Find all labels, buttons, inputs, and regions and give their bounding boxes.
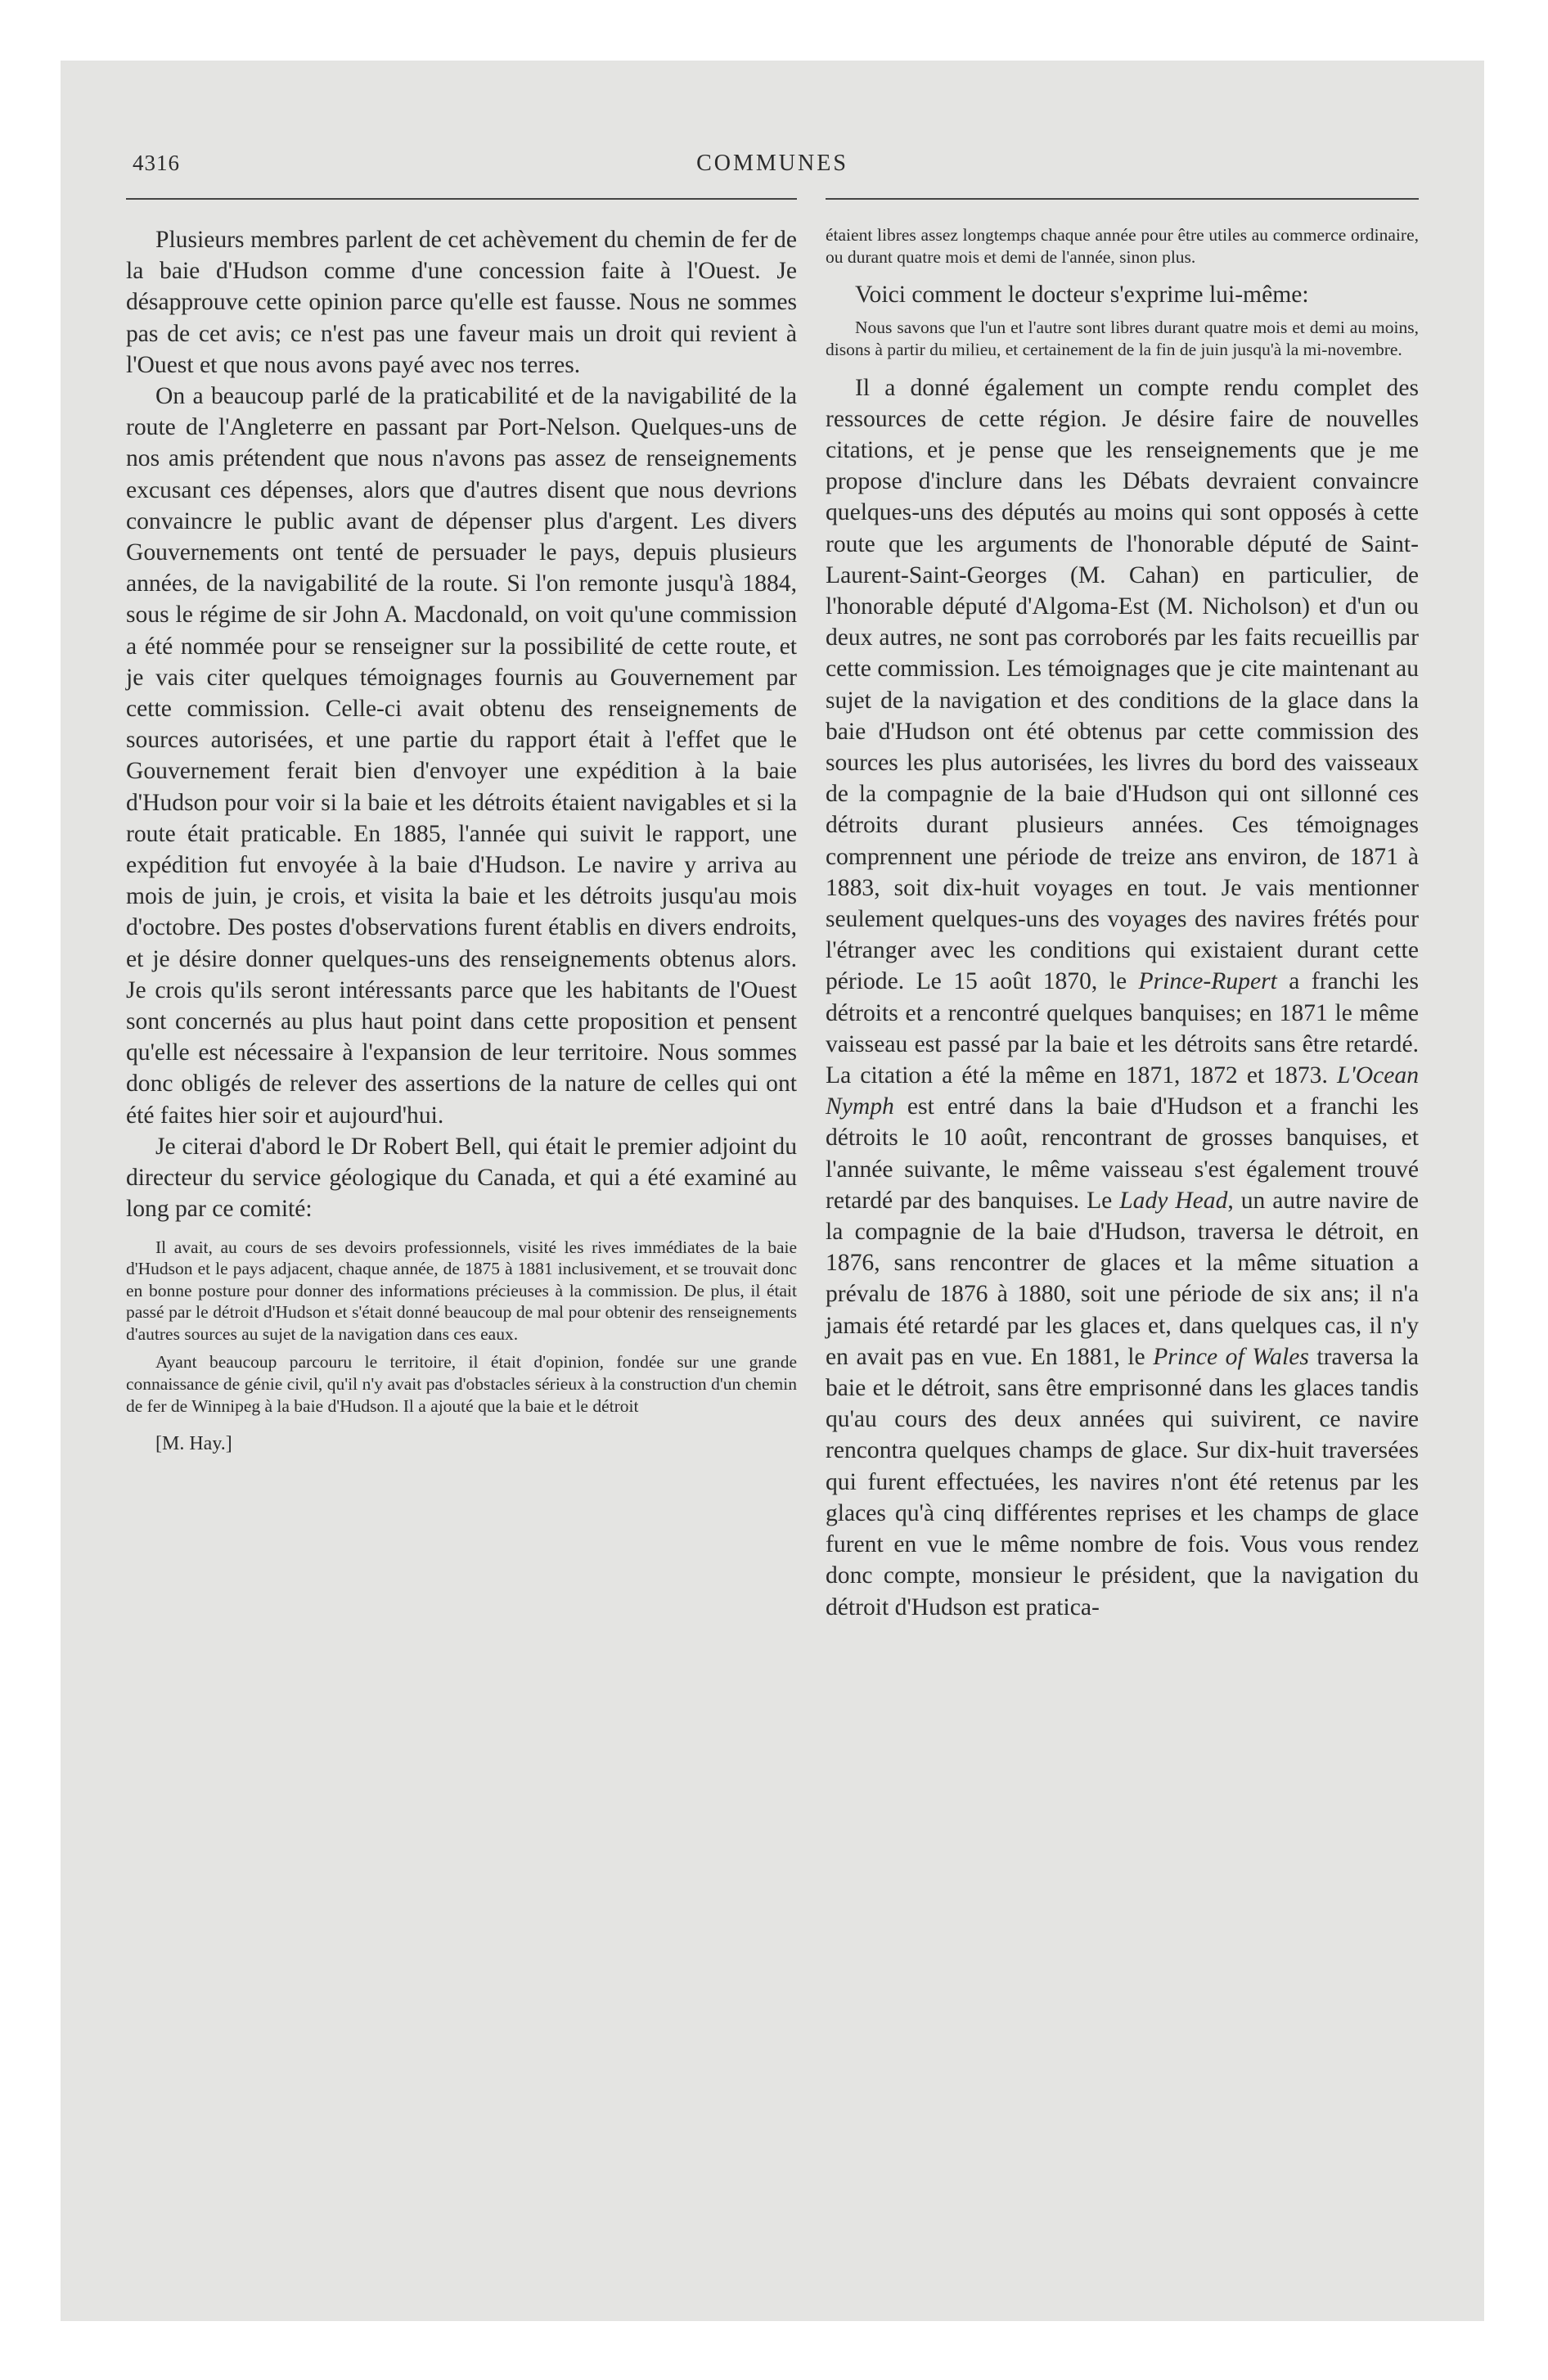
page-number: 4316	[133, 151, 180, 175]
text-run: a franchi les détroits et a rencontré quelques banquises; en 1871 le même vaisseau est passé par la baie et les détroits sans être retardé. La citation a été la même en 1871, 1872 et 1873.	[826, 968, 1419, 1089]
paragraph: Voici comment le docteur s'exprime lui-même:	[855, 282, 1309, 309]
ship-name: Lady Head	[1119, 1187, 1228, 1214]
header-rule-right	[826, 198, 1419, 200]
paragraph: Plusieurs membres parlent de cet achèvement du chemin de fer de la baie d'Hudson comme d'une concession faite à l'Ouest. Je désapprouve cette opinion parce qu'elle est fausse. Nous ne sommes pas de cet avis; ce n'est pas une faveur mais un droit qui revient à l'Ouest et que nous avons payé avec nos terres.	[126, 227, 797, 378]
ship-name: Prince-Rupert	[1138, 968, 1277, 995]
block-quote: Ayant beaucoup parcouru le territoire, il était d'opinion, fondée sur une grande connaissance de génie civil, qu'il n'y avait pas d'obstacles sérieux à la construction d'un chemin de fer de Winnipeg à la baie d'Hudson. Il a ajouté que la baie et le détroit	[126, 1352, 797, 1416]
left-column	[126, 224, 797, 1456]
text-run: , un autre navire de la compagnie de la baie d'Hudson, traversa le détroit, en 1876, sans rencontrer de glaces et la même situation a prévalu de 1876 à 1880, soit une période de six ans; il n'a jamais été retardé par les glaces et, dans quelques cas, il n'y en avait pas en vue. En 1881, le	[826, 1187, 1420, 1370]
ship-name: Prince of Wales	[1153, 1343, 1309, 1370]
paragraph	[826, 372, 1419, 1623]
text-run: traversa la baie et le détroit, sans être emprisonné dans les glaces tandis qu'au cours des deux années qui suivirent, ce navire rencontra quelques champs de glace. Sur dix-huit traversées qui furent effectuées, les navires n'ont été retenus par les glaces qu'à cinq différentes reprises et les champs de glace furent en vue le même nombre de fois. Vous vous rendez donc compte, monsieur le président, que la navigation du détroit d'Hudson est pratica-	[826, 1343, 1419, 1620]
block-quote: Nous savons que l'un et l'autre sont libres durant quatre mois et demi au moins, disons à partir du milieu, et certainement de la fin de juin jusqu'à la mi-novembre.	[826, 318, 1419, 359]
right-column	[826, 224, 1419, 1623]
text-run: Il a donné également un compte rendu complet des ressources de cette région. Je désire faire de nouvelles citations, et je pense que les renseignements que je me propose d'inclure dans les Débats devraient convaincre quelques-uns des députés au moins qui sont opposés à cette route que les arguments de l'honorable député de Saint-Laurent-Saint-Georges (M. Cahan) en particulier, de l'honorable député d'Algoma-Est (M. Nicholson) et d'un ou deux autres, ne sont pas corroborés par les faits recueillis par cette commission. Les témoignages que je cite maintenant au sujet de la navigation et des conditions de la glace dans la baie d'Hudson ont été obtenus par cette commission des sources les plus autorisées, les livres du bord des vaisseaux de la compagnie de la baie d'Hudson qui ont sillonné ces détroits durant plusieurs années. Ces témoignages comprennent une période de treize ans environ, de 1871 à 1883, soit dix-huit voyages en tout. Je vais mentionner seulement quelques-uns des voyages des navires frétés pour l'étranger avec les conditions qui existaient durant cette période. Le 15 août 1870, le	[826, 374, 1419, 995]
paragraph: Je citerai d'abord le Dr Robert Bell, qui était le premier adjoint du directeur du service géologique du Canada, et qui a été examiné au long par ce comité:	[126, 1133, 797, 1223]
ship-name: L'Ocean Nymph	[826, 1062, 1419, 1120]
text-run: est entré dans la baie d'Hudson et a franchi les détroits le 10 août, rencontrant de grosses banquises, et l'année suivante, le même vaisseau s'est également trouvé retardé par des banquises. Le	[826, 1093, 1419, 1214]
speaker-attribution: [M. Hay.]	[155, 1433, 232, 1455]
paragraph: On a beaucoup parlé de la praticabilité et de la navigabilité de la route de l'Angleterre en passant par Port-Nelson. Quelques-uns de nos amis prétendent que nous n'avons pas assez de renseignements excusant ces dépenses, alors que d'autres disent que nous devrions convaincre le public avant de dépenser plus d'argent. Les divers Gouvernements ont tenté de persuader le pays, depuis plusieurs années, de la navigabilité de la route. Si l'on remonte jusqu'à 1884, sous le régime de sir John A. Macdonald, on voit qu'une commission a été nommée pour se renseigner sur la possibilité de cette route, et je vais citer quelques témoignages fournis au Gouvernement par cette commission. Celle-ci avait obtenu des renseignements de sources autorisées, et une partie du rapport était à l'effet que le Gouvernement ferait bien d'envoyer une expédition à la baie d'Hudson pour voir si la baie et les détroits étaient navigables et si la route était praticable. En 1885, l'année qui suivit le rapport, une expédition fut envoyée à la baie d'Hudson. Le navire y arriva au mois de juin, je crois, et visita la baie et les détroits jusqu'au mois d'octobre. Des postes d'observations furent établis en divers endroits, et je désire donner quelques-uns des renseignements obtenus alors. Je crois qu'ils seront intéressants parce que les habitants de l'Ouest sont concernés au plus haut point dans cette proposition et pensent qu'elle est nécessaire à l'expansion de leur territoire. Nous sommes donc obligés de relever des assertions de la nature de celles qui ont été faites hier soir et aujourd'hui.	[126, 383, 797, 1129]
block-quote: Il avait, au cours de ses devoirs professionnels, visité les rives immédiates de la baie d'Hudson et le pays adjacent, chaque année, de 1875 à 1881 inclusivement, et se trouvait donc en bonne posture pour donner des informations précieuses à la commission. De plus, il était passé par le détroit d'Hudson et s'était donné beaucoup de mal pour obtenir des renseignements d'autres sources au sujet de la navigation dans ces eaux.	[126, 1237, 797, 1344]
header-rule-left	[126, 198, 797, 200]
running-title: COMMUNES	[696, 151, 848, 176]
page	[61, 61, 1484, 2321]
block-quote: étaient libres assez longtemps chaque année pour être utiles au commerce ordinaire, ou durant quatre mois et demi de l'année, sinon plus.	[826, 225, 1419, 267]
